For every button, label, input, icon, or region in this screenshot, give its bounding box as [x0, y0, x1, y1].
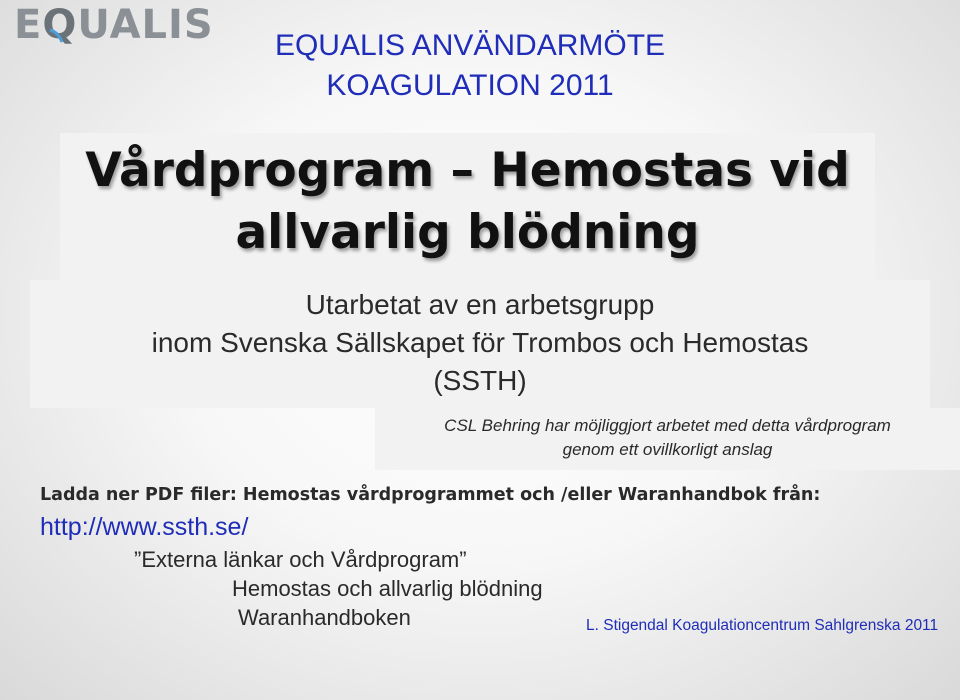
link-path-hemostas: Hemostas och allvarlig blödning	[232, 576, 543, 601]
group-line2: inom Svenska Sällskapet för Trombos och Hemostas	[151, 327, 809, 358]
meeting-title-line2: KOAGULATION 2011	[326, 69, 614, 102]
headline-line2: allvarlig blödning	[235, 205, 700, 260]
sponsor-text	[375, 414, 960, 462]
logo-text: EQUALIS	[14, 2, 214, 48]
meeting-title	[240, 26, 700, 106]
page-headline	[60, 140, 875, 264]
equalis-logo	[14, 2, 214, 48]
working-group-text	[30, 286, 930, 400]
headline-line1: Vårdprogram – Hemostas vid	[85, 143, 850, 198]
download-instructions: Ladda ner PDF filer: Hemostas vårdprogrammet och /eller Waranhandbok från:	[40, 485, 821, 505]
logo-q-letter: Q	[42, 2, 78, 48]
meeting-title-line1: EQUALIS ANVÄNDARMÖTE	[274, 29, 666, 62]
link-path-waranhandboken: Waranhandboken	[238, 605, 411, 630]
sponsor-line2: genom ett ovillkorligt anslag	[562, 440, 773, 459]
link-path-external-links: ”Externa länkar och Vårdprogram”	[134, 547, 467, 572]
author-credit: L. Stigendal Koagulationcentrum Sahlgrenska 2011	[586, 617, 939, 634]
ssth-website-link[interactable]: http://www.ssth.se/	[40, 513, 249, 541]
sponsor-line1: CSL Behring har möjliggjort arbetet med detta vårdprogram	[444, 416, 891, 435]
group-line3: (SSTH)	[433, 365, 527, 396]
group-line1: Utarbetat av en arbetsgrupp	[305, 289, 655, 320]
logo-swoosh-icon	[48, 28, 64, 44]
